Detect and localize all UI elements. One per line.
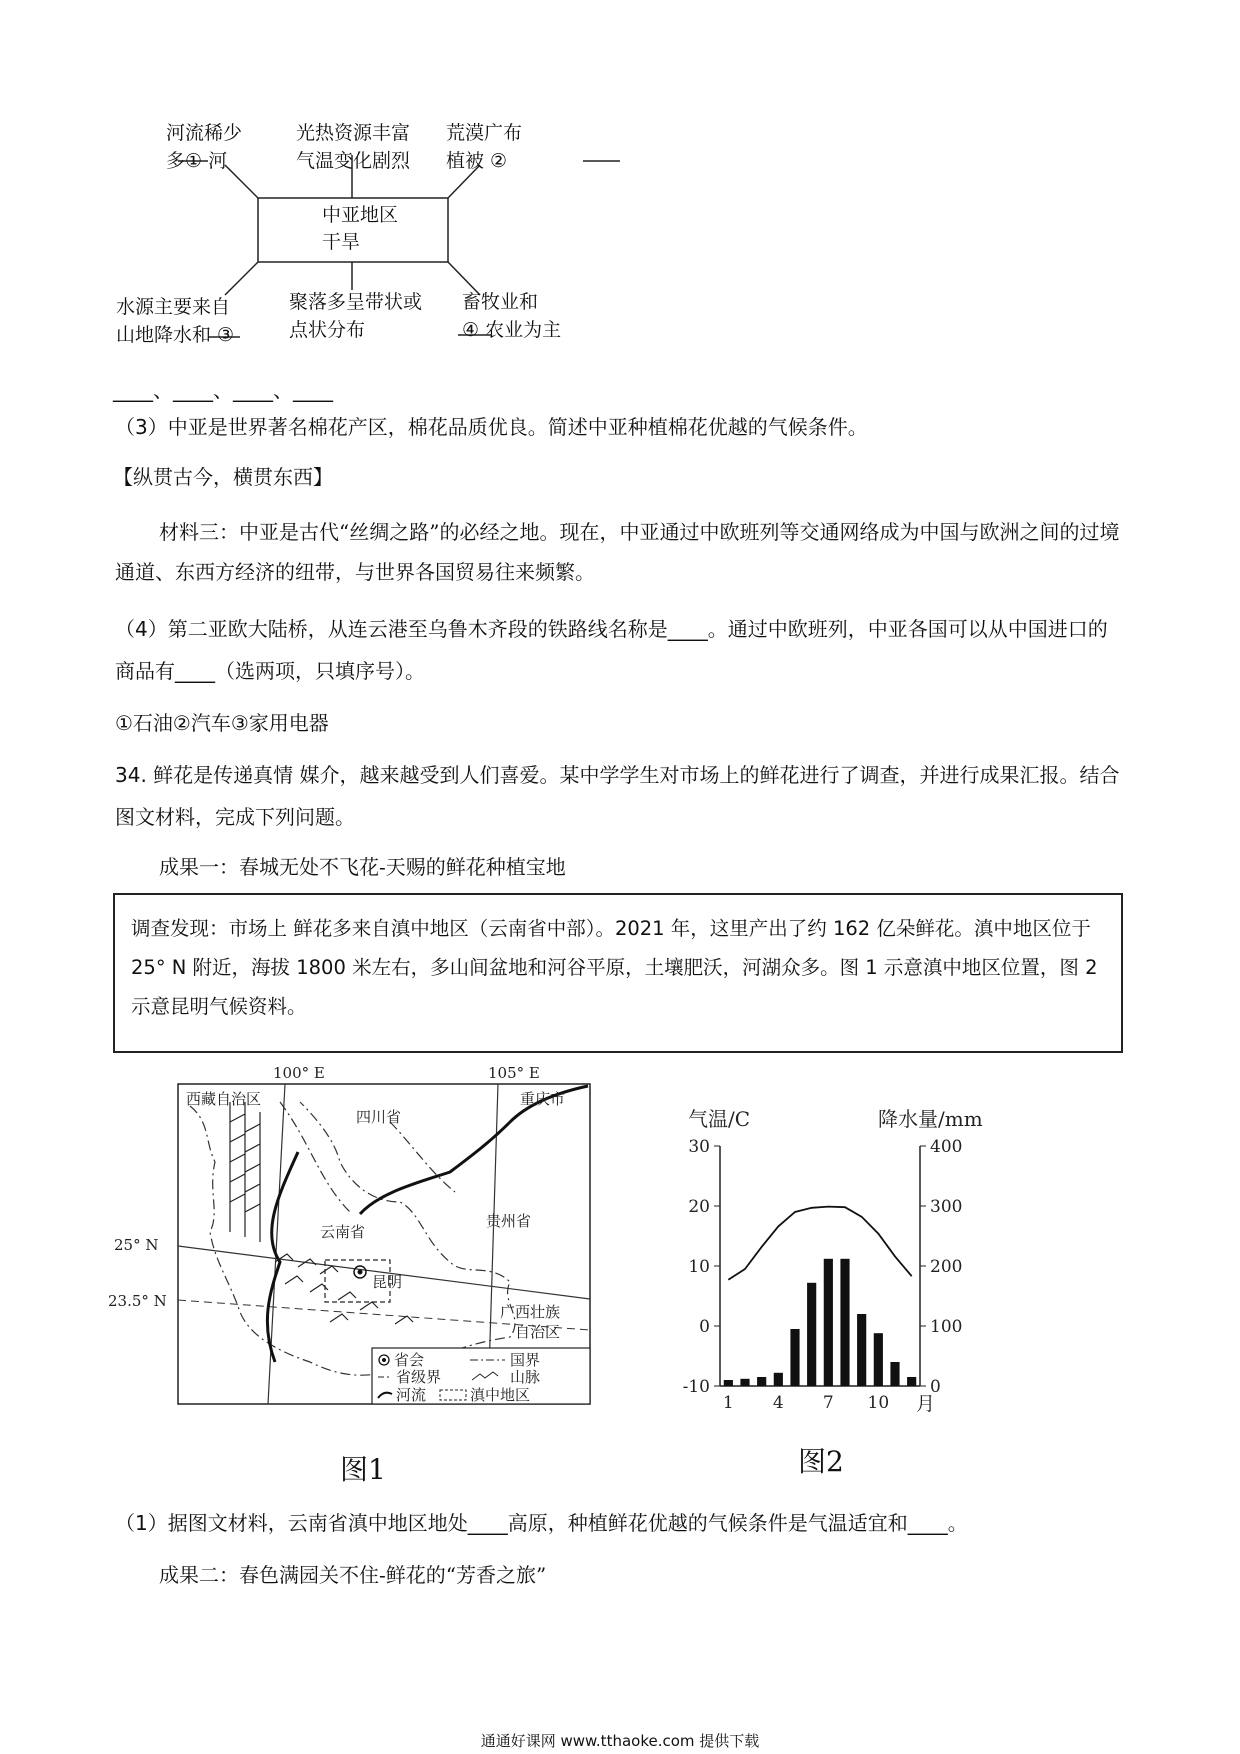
temp-tick-label: -10 [682, 1377, 710, 1397]
diagram-top-mid: 光热资源丰富 气温变化剧烈 [296, 122, 411, 172]
xizang-label: 西藏自治区 [186, 1090, 262, 1108]
svg-text:滇中地区: 滇中地区 [470, 1386, 531, 1404]
precip-tick-label: 300 [930, 1197, 963, 1217]
guangxi-label-2: 自治区 [515, 1323, 561, 1341]
lon-105-label: 105° E [488, 1064, 540, 1082]
map-legend [372, 1348, 590, 1404]
month-tick-label: 10 [867, 1393, 890, 1413]
fig1-caption: 图1 [340, 1453, 386, 1486]
question-4: （4）第二亚欧大陆桥，从连云港至乌鲁木齐段的铁路线名称是____。通过中欧班列，中亚各国可以从中国进口的商品有____（选两项，只填序号）。 [115, 617, 1108, 683]
diagram-bottom-mid: 聚落多呈带状或 点状分布 [289, 291, 423, 341]
svg-text:国界: 国界 [510, 1351, 541, 1369]
precip-axis-label: 降水量/mm [878, 1107, 983, 1131]
kunming-climate-chart [660, 1090, 990, 1450]
precip-bar-3 [757, 1377, 766, 1386]
precip-bar-12 [907, 1377, 916, 1386]
temp-tick-label: 30 [688, 1137, 710, 1157]
question-1: （1）据图文材料，云南省滇中地区地处____高原，种植鲜花优越的气候条件是气温适宜和____。 [115, 1511, 968, 1535]
month-tick-label: 1 [722, 1393, 734, 1413]
svg-text:河流: 河流 [396, 1386, 427, 1404]
kunming-label: 昆明 [372, 1273, 403, 1291]
temp-tick-label: 20 [688, 1197, 710, 1217]
result-1: 成果一：春城无处不飞花-天赐的鲜花种植宝地 [159, 855, 566, 879]
month-tick-label: 7 [822, 1393, 834, 1413]
temp-axis-label: 气温/C [688, 1107, 751, 1131]
precip-bar-10 [874, 1333, 883, 1386]
temp-tick-label: 10 [688, 1257, 710, 1277]
survey-box: 调查发现：市场上 鲜花多来自滇中地区（云南省中部）。2021 年，这里产出了约 162 亿朵鲜花。滇中地区位于 25° N 附近，海拔 1800 米左右，多山间盆地和河谷平原，土壤肥沃，河湖众多。图 1 示意滇中地区位置，图 2 示意昆明气候资料。 [113, 893, 1123, 1053]
diagram-center: 中亚地区 干旱 [322, 204, 399, 253]
guizhou-label: 贵州省 [486, 1212, 532, 1230]
diagram-top-right: 荒漠广布 植被 ② [446, 122, 523, 172]
precip-bar-4 [774, 1373, 783, 1386]
svg-text:山脉: 山脉 [510, 1368, 541, 1386]
precip-bar-8 [840, 1259, 849, 1386]
temp-tick-label: 0 [699, 1317, 710, 1337]
precip-bar-5 [790, 1329, 799, 1386]
fig2-caption: 图2 [798, 1445, 844, 1478]
precip-bar-6 [807, 1283, 816, 1386]
svg-text:省会: 省会 [394, 1351, 425, 1369]
result-2: 成果二：春色满园关不住-鲜花的“芳香之旅” [159, 1563, 547, 1587]
lat-23-5-label: 23.5° N [108, 1292, 167, 1310]
answer-blanks: ____、____、____、____ [113, 378, 333, 402]
svg-text:省级界: 省级界 [396, 1368, 442, 1386]
section-heading: 【纵贯古今，横贯东西】 [113, 465, 333, 489]
precip-tick-label: 200 [930, 1257, 963, 1277]
question-3: （3）中亚是世界著名棉花产区，棉花品质优良。简述中亚种植棉花优越的气候条件。 [115, 415, 868, 439]
yunnan-label: 云南省 [320, 1223, 366, 1241]
yunnan-map [108, 1062, 595, 1442]
month-tick-label: 4 [772, 1393, 784, 1413]
footer: 通通好课网 www.tthaoke.com 提供下载 [480, 1732, 760, 1750]
sichuan-label: 四川省 [356, 1108, 402, 1126]
precip-bar-7 [824, 1259, 833, 1386]
diagram-top-left: 河流稀少 多① 河 [166, 122, 243, 172]
diagram-bottom-left: 水源主要来自 山地降水和 ③ [116, 296, 235, 346]
precip-bar-2 [740, 1379, 749, 1386]
precip-bar-9 [857, 1314, 866, 1386]
question-34: 34. 鲜花是传递真情 媒介，越来越受到人们喜爱。某中学学生对市场上的鲜花进行了调查，并进行成果汇报。结合图文材料，完成下列问题。 [115, 763, 1120, 829]
lon-100-label: 100° E [273, 1064, 325, 1082]
temperature-line [728, 1207, 911, 1280]
precip-tick-label: 400 [930, 1137, 963, 1157]
precip-tick-label: 100 [930, 1317, 963, 1337]
precip-tick-label: 0 [930, 1377, 941, 1397]
precip-bar-11 [890, 1362, 899, 1386]
material-3: 材料三：中亚是古代“丝绸之路”的必经之地。现在，中亚通过中欧班列等交通网络成为中国与欧洲之间的过境通道、东西方经济的纽带，与世界各国贸易往来频繁。 [115, 520, 1120, 584]
precip-bar-1 [724, 1380, 733, 1386]
month-unit-label: 月 [916, 1393, 936, 1415]
question-4-options: ①石油②汽车③家用电器 [115, 711, 329, 735]
lat-25-label: 25° N [114, 1236, 159, 1254]
guangxi-label-1: 广西壮族 [500, 1303, 561, 1321]
diagram-bottom-right: 畜牧业和 ④ 农业为主 [462, 291, 562, 341]
chongqing-label: 重庆市 [520, 1090, 566, 1108]
meridian-100 [268, 1084, 285, 1404]
